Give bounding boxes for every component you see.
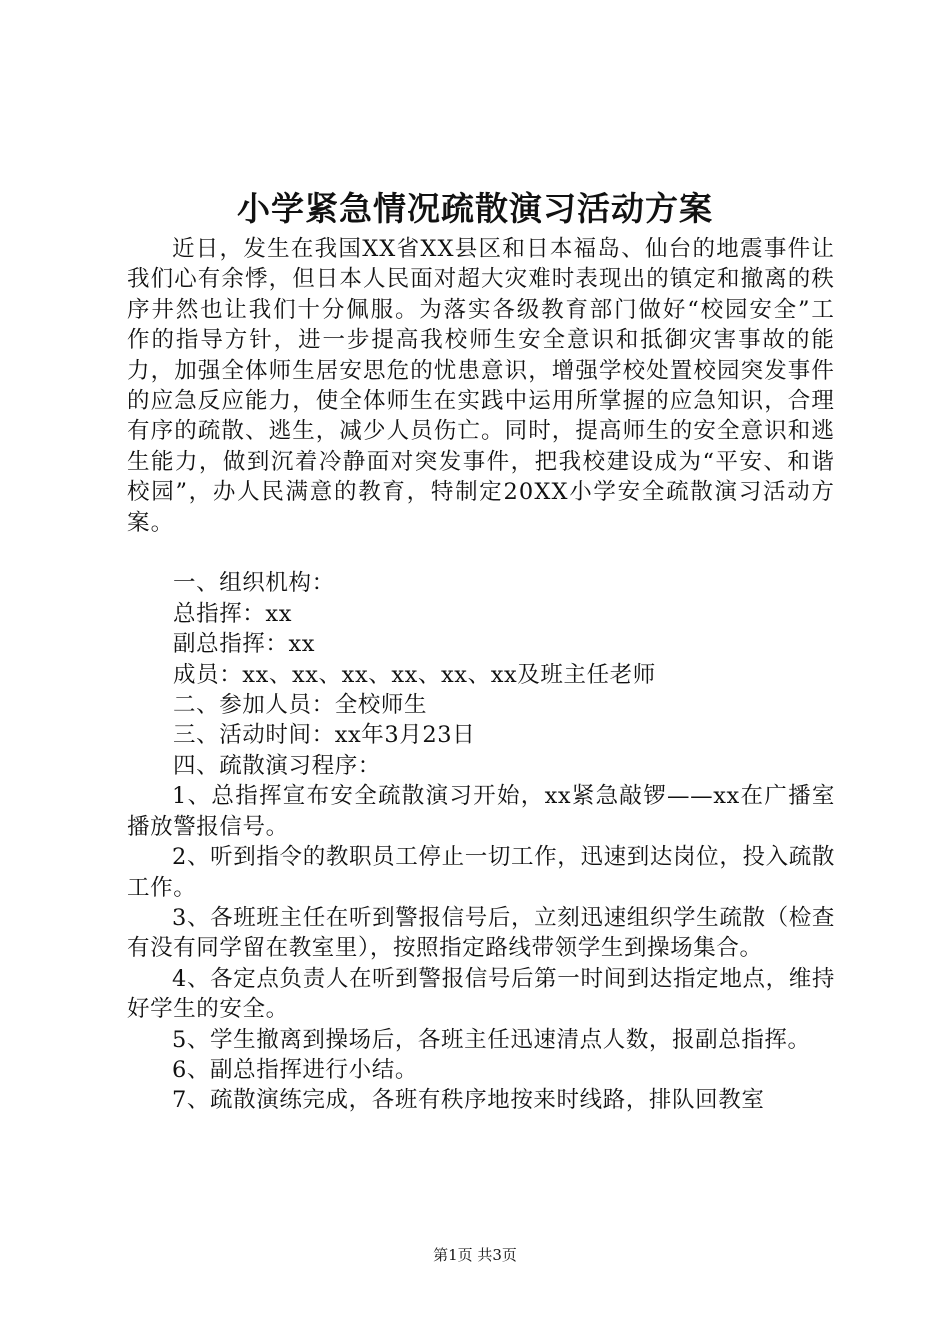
intro-paragraph: 近日，发生在我国XX省XX县区和日本福岛、仙台的地震事件让我们心有余悸，但日本人民面对超大灾难时表现出的镇定和撤离的秩序井然也让我们十分佩服。为落实各级教育部门做好“校园安全”工作的指导方针，进一步提高我校师生安全意识和抵御灾害事故的能力，加强全体师生居安思危的忧患意识，增强学校处置校园突发事件的应急反应能力，使全体师生在实践中运用所掌握的应急知识，合理有序的疏散、逃生，减少人员伤亡。同时，提高师生的安全意识和逃生能力，做到沉着冷静面对突发事件，把我校建设成为“平安、和谐校园”，办人民满意的教育，特制定20XX小学安全疏散演习活动方案。 [127, 236, 836, 536]
section-heading-organization: 一、组织机构： [173, 570, 335, 597]
paragraph-gap [127, 538, 835, 568]
page-footer: 第1页 共3页 [433, 1246, 517, 1264]
section-heading-time: 三、活动时间：xx年3月23日 [173, 722, 476, 749]
deputy-commander-line: 副总指挥：xx [173, 631, 316, 658]
document-title: 小学紧急情况疏散演习活动方案 [237, 189, 713, 228]
procedure-step: 6、副总指挥进行小结。 [172, 1056, 418, 1083]
commander-line: 总指挥：xx [173, 600, 292, 627]
procedure-step: 1、总指挥宣布安全疏散演习开始，xx紧急敲锣——xx在广播室播放警报信号。 [127, 783, 835, 840]
section-heading-procedure: 四、疏散演习程序： [173, 752, 381, 779]
procedure-step: 3、各班班主任在听到警报信号后，立刻迅速组织学生疏散（检查有没有同学留在教室里），按照指定路线带领学生到操场集合。 [127, 904, 835, 962]
procedure-step: 5、学生撤离到操场后，各班主任迅速清点人数，报副总指挥。 [172, 1026, 811, 1053]
procedure-step: 7、疏散演练完成，各班有秩序地按来时线路，排队回教室 [172, 1087, 765, 1114]
procedure-step: 2、听到指令的教职员工停止一切工作，迅速到达岗位，投入疏散工作。 [127, 844, 835, 901]
document-body [127, 234, 835, 1116]
section-heading-participants: 二、参加人员：全校师生 [173, 692, 428, 719]
procedure-step: 4、各定点负责人在听到警报信号后第一时间到达指定地点，维持好学生的安全。 [127, 965, 835, 1023]
members-line: 成员：xx、xx、xx、xx、xx、xx及班主任老师 [173, 661, 656, 688]
